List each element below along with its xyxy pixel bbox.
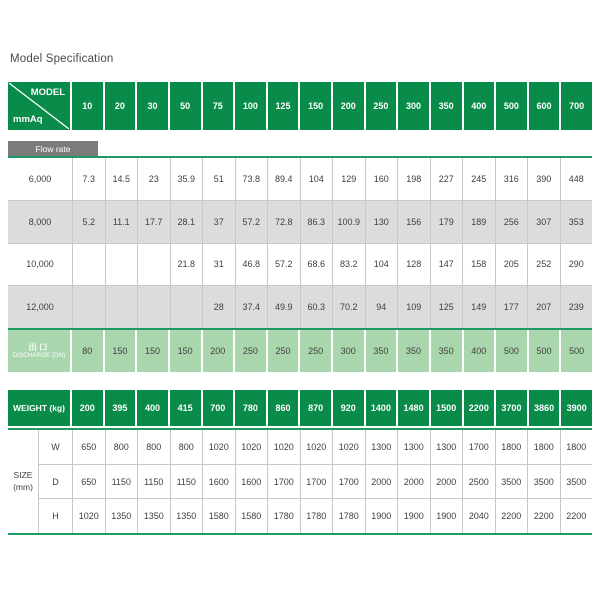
table-cell: 300	[333, 330, 364, 372]
table-cell: 1700	[267, 465, 300, 499]
table-row	[8, 200, 592, 243]
table-cell: 350	[366, 330, 397, 372]
table-cell: 150	[170, 330, 201, 372]
table-cell: 2500	[462, 465, 495, 499]
table-cell: 1800	[527, 430, 560, 464]
table-cell: 205	[495, 244, 528, 286]
size-rows	[39, 430, 592, 533]
table-cell: 1900	[430, 499, 463, 533]
table-cell: 1300	[430, 430, 463, 464]
table-cell: 1150	[137, 465, 170, 499]
table-cell: 415	[170, 390, 201, 426]
table-cell: 353	[560, 201, 593, 243]
table-cell: 500	[496, 82, 527, 130]
table-cell: 2200	[495, 499, 528, 533]
table-cell: 350	[431, 82, 462, 130]
table-cell: 158	[462, 244, 495, 286]
table-cell: 60.3	[300, 286, 333, 328]
table-cell: 1020	[72, 499, 105, 533]
discharge-label-cn: 出口	[28, 341, 50, 352]
table-cell: 2200	[527, 499, 560, 533]
table-cell: 860	[268, 390, 299, 426]
table-cell: 700	[203, 390, 234, 426]
table-cell: 23	[137, 158, 170, 200]
table-cell: 239	[560, 286, 593, 328]
table-cell: 870	[300, 390, 331, 426]
table-cell: 30	[137, 82, 168, 130]
table-cell	[137, 286, 170, 328]
table-cell: 1780	[300, 499, 333, 533]
table-cell: 1350	[137, 499, 170, 533]
table-cell: 2200	[560, 499, 593, 533]
table-cell: 3500	[560, 465, 593, 499]
table-cell: 600	[529, 82, 560, 130]
table-cell: 395	[105, 390, 136, 426]
row-label: W	[51, 441, 60, 452]
table-cell: 1300	[397, 430, 430, 464]
table-cell: 920	[333, 390, 364, 426]
table-cell: 14.5	[105, 158, 138, 200]
table-cell: 2200	[464, 390, 495, 426]
model-mmaq-corner-cell	[8, 82, 70, 130]
corner-label-model: MODEL	[30, 87, 65, 98]
table-cell: 250	[268, 330, 299, 372]
table-cell: 17.7	[137, 201, 170, 243]
table-cell: 1400	[366, 390, 397, 426]
table-cell: 104	[300, 158, 333, 200]
table-cell: 31	[202, 244, 235, 286]
table-cell: 35.9	[170, 158, 203, 200]
table-cell: 72.8	[267, 201, 300, 243]
table-cell: 75	[203, 82, 234, 130]
table-cell: 800	[170, 430, 203, 464]
size-table	[8, 428, 592, 535]
table-cell: 307	[527, 201, 560, 243]
table-cell: 1700	[300, 465, 333, 499]
table-cell: 5.2	[72, 201, 105, 243]
table-cell	[105, 244, 138, 286]
table-cell: 80	[72, 330, 103, 372]
table-cell: 1700	[462, 430, 495, 464]
table-cell: 1600	[235, 465, 268, 499]
flow-rate-tab: Flow rate	[8, 141, 98, 156]
table-cell: 1350	[170, 499, 203, 533]
table-cell: 50	[170, 82, 201, 130]
corner-label-mmaq: mmAq	[13, 114, 43, 125]
table-cell: 37.4	[235, 286, 268, 328]
model-header-cells	[72, 82, 592, 130]
table-cell: 179	[430, 201, 463, 243]
size-label-line2: (mm)	[13, 481, 33, 492]
table-cell: 2000	[397, 465, 430, 499]
table-cell: 109	[397, 286, 430, 328]
table-row	[39, 498, 592, 533]
table-cell: 1580	[235, 499, 268, 533]
table-cell: 1600	[202, 465, 235, 499]
table-cell: 1480	[398, 390, 429, 426]
table-cell: 7.3	[72, 158, 105, 200]
table-cell: 1900	[397, 499, 430, 533]
row-label: 6,000	[28, 173, 52, 184]
row-label: 10,000	[26, 259, 54, 270]
table-cell: 104	[365, 244, 398, 286]
table-cell: 250	[366, 82, 397, 130]
table-cell: 198	[397, 158, 430, 200]
table-cell: 2040	[462, 499, 495, 533]
table-cell: 350	[431, 330, 462, 372]
table-cell: 3900	[561, 390, 592, 426]
table-cell: 177	[495, 286, 528, 328]
table-cell	[137, 244, 170, 286]
discharge-row	[8, 328, 592, 372]
table-cell: 94	[365, 286, 398, 328]
table-cell: 83.2	[332, 244, 365, 286]
table-cell: 73.8	[235, 158, 268, 200]
table-cell: 147	[430, 244, 463, 286]
table-cell: 100.9	[332, 201, 365, 243]
table-cell: 1020	[332, 430, 365, 464]
table-cell: 1020	[235, 430, 268, 464]
table-cell: 400	[137, 390, 168, 426]
table-cell: 3860	[529, 390, 560, 426]
table-cell: 3700	[496, 390, 527, 426]
table-cell: 125	[268, 82, 299, 130]
table-cell	[72, 244, 105, 286]
table-cell: 2000	[430, 465, 463, 499]
table-cell: 316	[495, 158, 528, 200]
table-cell: 256	[495, 201, 528, 243]
table-cell: 68.6	[300, 244, 333, 286]
table-cell: 150	[300, 82, 331, 130]
table-row	[39, 464, 592, 499]
table-cell: 250	[235, 330, 266, 372]
discharge-label	[8, 330, 70, 372]
table-cell	[72, 286, 105, 328]
table-cell: 700	[561, 82, 592, 130]
table-cell: 150	[137, 330, 168, 372]
table-cell: 160	[365, 158, 398, 200]
table-cell: 28.1	[170, 201, 203, 243]
page-title: Model Specification	[10, 53, 114, 65]
table-cell: 11.1	[105, 201, 138, 243]
model-header-row	[8, 82, 592, 130]
table-cell: 390	[527, 158, 560, 200]
table-cell: 400	[464, 82, 495, 130]
size-label-line1: SIZE	[13, 470, 33, 481]
table-cell: 70.2	[332, 286, 365, 328]
table-cell: 1800	[560, 430, 593, 464]
table-cell: 227	[430, 158, 463, 200]
table-cell: 500	[529, 330, 560, 372]
table-cell: 252	[527, 244, 560, 286]
table-cell: 800	[137, 430, 170, 464]
table-cell	[170, 286, 203, 328]
table-cell: 1800	[495, 430, 528, 464]
row-label: D	[52, 476, 59, 487]
table-cell: 400	[464, 330, 495, 372]
weight-row	[8, 390, 592, 426]
table-cell: 1150	[105, 465, 138, 499]
table-cell: 100	[235, 82, 266, 130]
table-cell: 129	[332, 158, 365, 200]
table-cell: 46.8	[235, 244, 268, 286]
row-label: H	[52, 511, 59, 522]
table-cell: 86.3	[300, 201, 333, 243]
table-cell: 20	[105, 82, 136, 130]
table-cell: 290	[560, 244, 593, 286]
row-label: 8,000	[28, 216, 52, 227]
table-cell: 1780	[267, 499, 300, 533]
table-cell: 200	[72, 390, 103, 426]
weight-label: WEIGHT (kg)	[8, 390, 70, 426]
table-cell: 125	[430, 286, 463, 328]
table-cell: 3500	[527, 465, 560, 499]
table-cell: 150	[105, 330, 136, 372]
table-cell: 200	[333, 82, 364, 130]
table-cell: 780	[235, 390, 266, 426]
table-cell: 1350	[105, 499, 138, 533]
table-cell: 156	[397, 201, 430, 243]
table-cell: 1580	[202, 499, 235, 533]
table-cell: 650	[72, 465, 105, 499]
table-cell: 2000	[365, 465, 398, 499]
table-row	[8, 243, 592, 286]
table-cell: 51	[202, 158, 235, 200]
table-cell: 500	[496, 330, 527, 372]
table-cell: 207	[527, 286, 560, 328]
table-row	[8, 158, 592, 200]
table-cell: 500	[561, 330, 592, 372]
table-cell: 21.8	[170, 244, 203, 286]
table-cell: 89.4	[267, 158, 300, 200]
table-cell: 1300	[365, 430, 398, 464]
table-cell: 3500	[495, 465, 528, 499]
table-cell: 37	[202, 201, 235, 243]
table-cell: 149	[462, 286, 495, 328]
table-cell: 130	[365, 201, 398, 243]
table-cell: 1500	[431, 390, 462, 426]
flow-rate-table	[8, 158, 592, 328]
table-cell: 1780	[332, 499, 365, 533]
table-cell: 245	[462, 158, 495, 200]
table-cell: 650	[72, 430, 105, 464]
table-cell	[105, 286, 138, 328]
table-row	[39, 430, 592, 464]
table-cell: 1900	[365, 499, 398, 533]
table-cell: 448	[560, 158, 593, 200]
table-cell: 49.9	[267, 286, 300, 328]
table-cell: 57.2	[235, 201, 268, 243]
table-cell: 800	[105, 430, 138, 464]
row-label: 12,000	[26, 302, 54, 313]
table-row	[8, 285, 592, 328]
table-cell: 1700	[332, 465, 365, 499]
table-cell: 300	[398, 82, 429, 130]
table-cell: 250	[300, 330, 331, 372]
table-cell: 350	[398, 330, 429, 372]
table-cell: 128	[397, 244, 430, 286]
table-cell: 10	[72, 82, 103, 130]
table-cell: 1020	[202, 430, 235, 464]
table-cell: 28	[202, 286, 235, 328]
discharge-label-en: DISCHARGE (DN)	[12, 352, 66, 360]
table-cell: 57.2	[267, 244, 300, 286]
size-label	[8, 430, 39, 533]
table-cell: 1020	[267, 430, 300, 464]
table-cell: 189	[462, 201, 495, 243]
table-cell: 1150	[170, 465, 203, 499]
table-cell: 200	[203, 330, 234, 372]
table-cell: 1020	[300, 430, 333, 464]
